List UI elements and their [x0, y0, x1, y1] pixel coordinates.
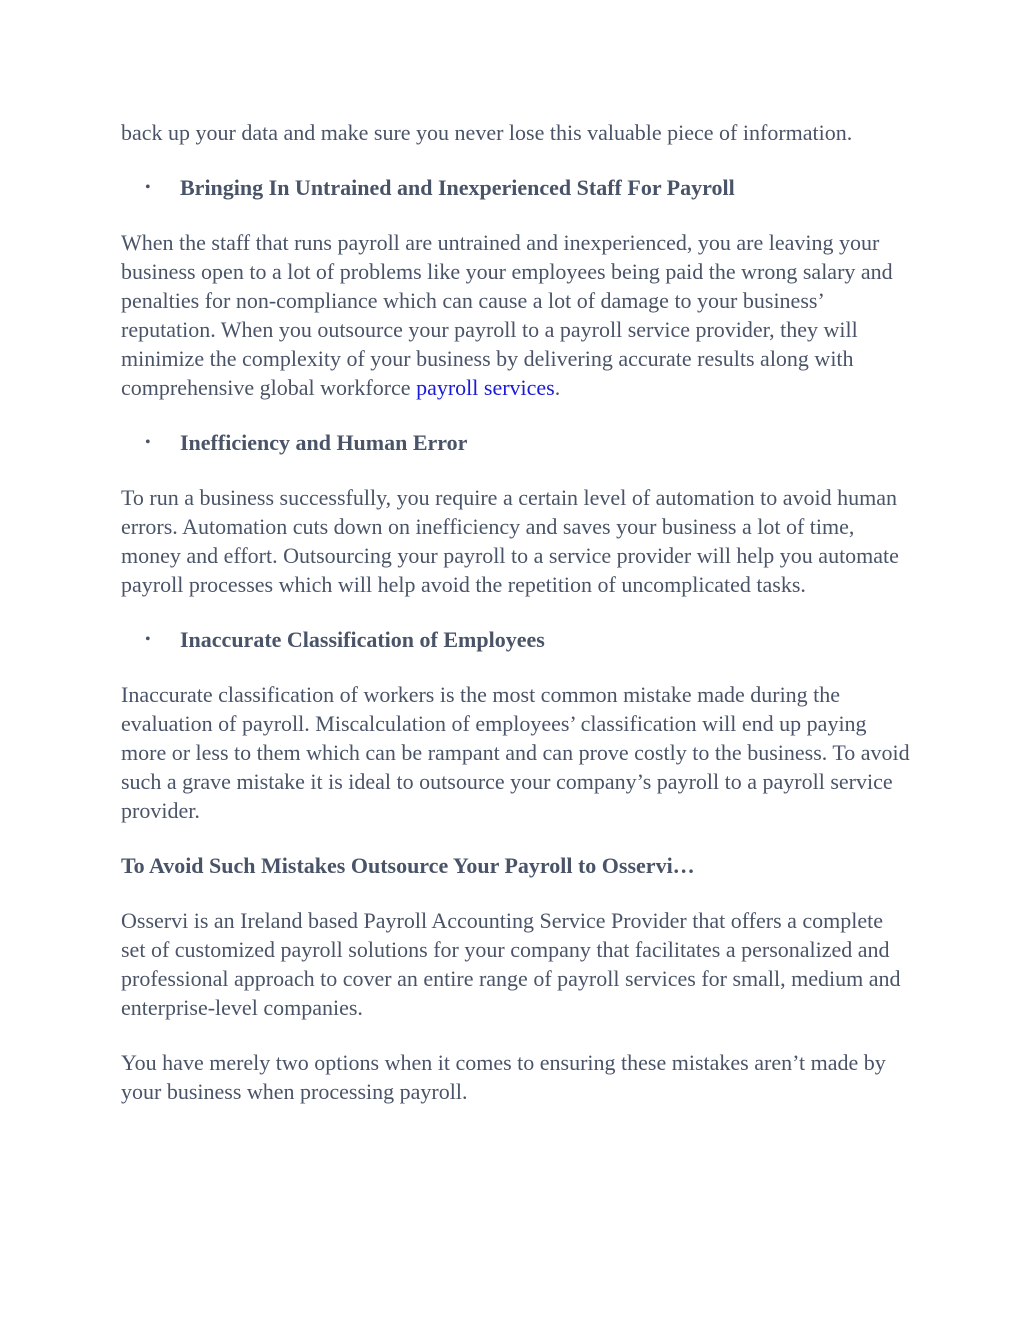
closing-paragraph-options: You have merely two options when it comes to ensuring these mistakes aren’t made by your business when processing payroll. — [121, 1050, 886, 1104]
section-body-inefficiency: To run a business successfully, you require a certain level of automation to avoid human errors. Automation cuts down on inefficiency and saves your business a lot of time, money and effort. Outsourcing your payroll to a service provider will help you automate payroll processes which will help avoid the repetition of uncomplicated tasks. — [121, 485, 899, 597]
body-text-end: . — [554, 375, 561, 400]
section-heading-text: Bringing In Untrained and Inexperienced Staff For Payroll — [180, 175, 735, 200]
section-heading-text: Inefficiency and Human Error — [180, 430, 468, 455]
closing-heading: To Avoid Such Mistakes Outsource Your Payroll to Osservi… — [121, 853, 695, 878]
section-heading-text: Inaccurate Classification of Employees — [180, 627, 545, 652]
bullet-icon: • — [145, 179, 151, 196]
payroll-services-link[interactable]: payroll services — [416, 375, 555, 400]
intro-paragraph: back up your data and make sure you never lose this valuable piece of information. — [121, 120, 853, 145]
bullet-icon: • — [145, 631, 151, 648]
section-body-classification: Inaccurate classification of workers is the most common mistake made during the evaluation of payroll. Miscalculation of employees’ classification will end up paying more or less to them which can be rampant and can prove costly to the business. To avoid such a grave mistake it is ideal to outsource your company’s payroll to a payroll service provider. — [121, 682, 910, 823]
section-body-untrained-staff — [121, 228, 911, 402]
closing-paragraph-osservi: Osservi is an Ireland based Payroll Accounting Service Provider that offers a complete set of customized payroll solutions for your company that facilitates a personalized and professional approach to cover an entire range of payroll services for small, medium and enterprise-level companies. — [121, 908, 901, 1020]
section-heading-inefficiency — [121, 428, 911, 457]
body-text: When the staff that runs payroll are untrained and inexperienced, you are leaving your business open to a lot of problems like your employees being paid the wrong salary and penalties for non-compliance which can cause a lot of damage to your business’ reputation. When you outsource your payroll to a payroll service provider, they will minimize the complexity of your business by delivering accurate results along with comprehensive global workforce — [121, 230, 893, 400]
section-heading-classification — [121, 625, 911, 654]
bullet-icon: • — [145, 434, 151, 451]
document-page — [121, 118, 911, 1106]
section-heading-untrained-staff — [121, 173, 911, 202]
